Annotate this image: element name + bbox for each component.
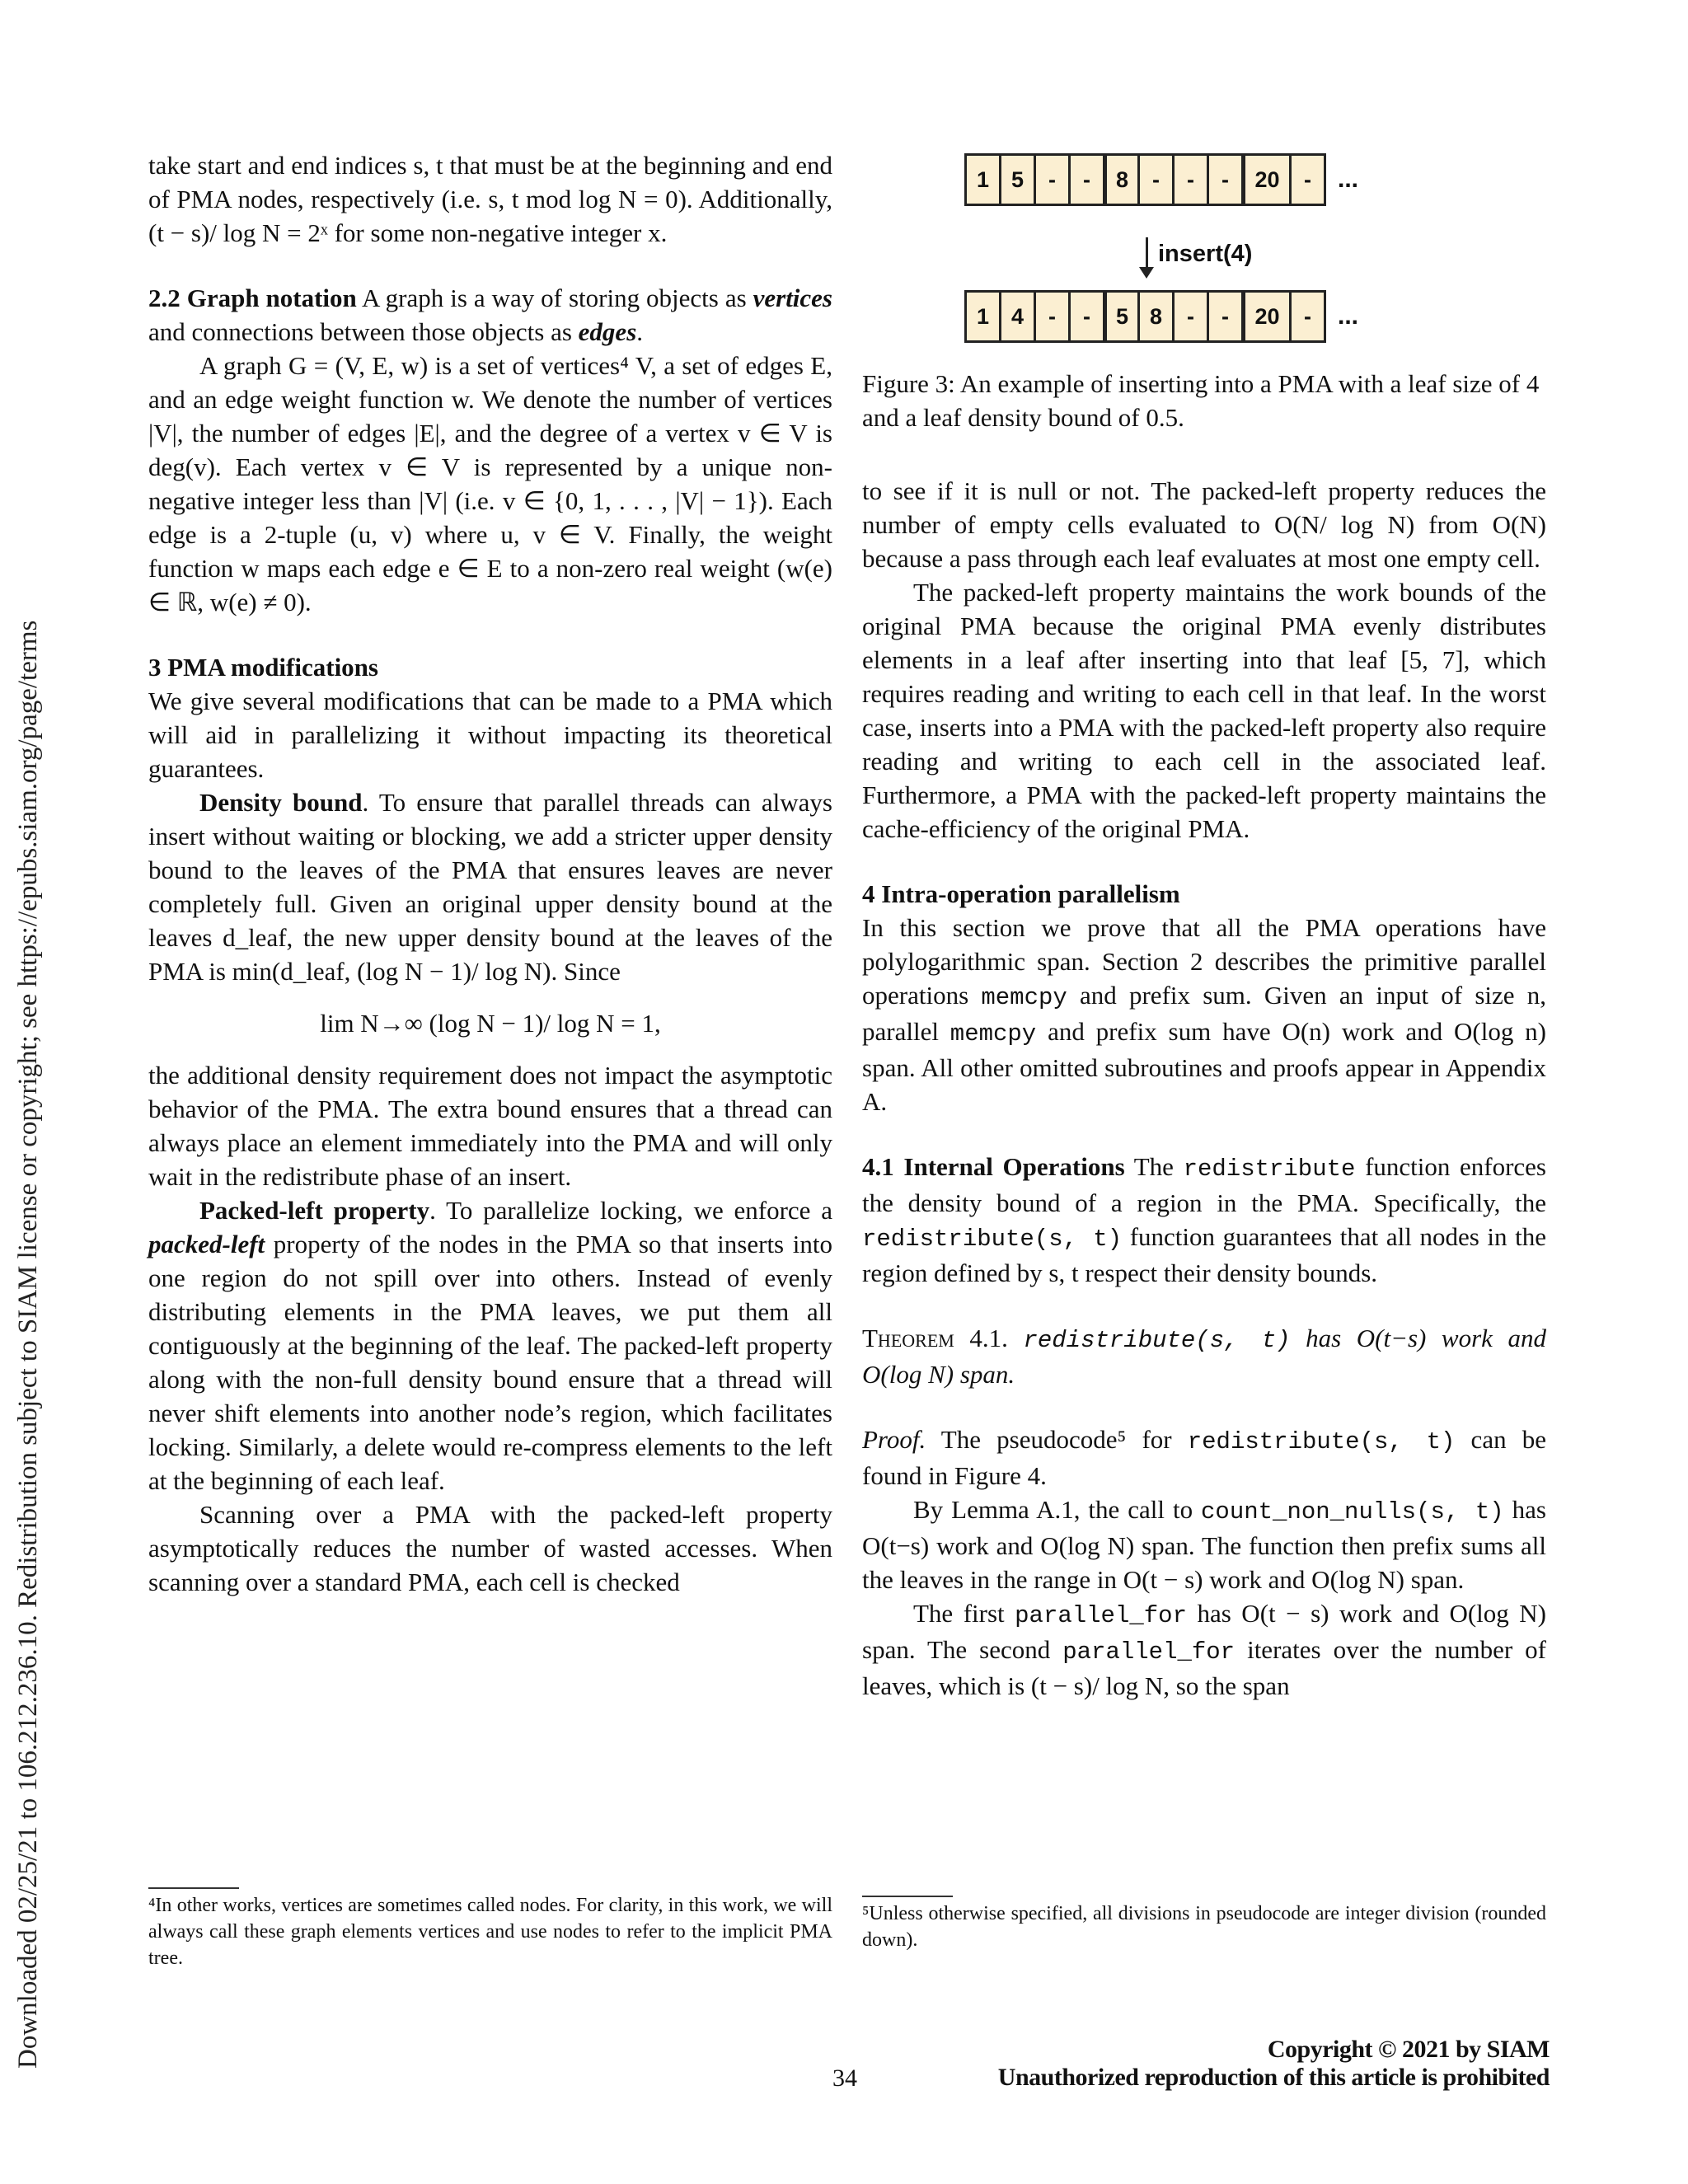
pma-cell: 4 — [999, 290, 1034, 343]
text: has O(t − s) work and O(log N) span. The second — [862, 1599, 1546, 1664]
section-3-title: 3 PMA modifications — [148, 653, 378, 682]
footnote-5 — [862, 1896, 1546, 1953]
footnote-text: ⁵Unless otherwise specified, all divisions in pseudocode are integer division (rounded down). — [862, 1903, 1546, 1951]
pma-cell: - — [1034, 153, 1068, 206]
insert-arrow — [1146, 237, 1252, 270]
text: can be found in Figure 4. — [862, 1425, 1546, 1490]
pma-cell: - — [1137, 153, 1172, 206]
section-4-1 — [862, 1150, 1546, 1290]
text: and prefix sum have O(n) work and O(log n) span. All other omitted subroutines and proofs appear in Appendix A. — [862, 1017, 1546, 1116]
pma-cell: - — [1068, 290, 1103, 343]
pma-cell: - — [1289, 153, 1324, 206]
pma-cell: 8 — [1103, 153, 1137, 206]
paragraph: The packed-left property maintains the work bounds of the original PMA because the original PMA evenly distributes elements in a leaf after inserting into that leaf [5, 7], which requires reading and writing to each cell in that leaf. In the worst case, inserts into a PMA with the packed-left property also require reading and writing to each cell in the associated leaf. Furthermore, a PMA with the packed-left property maintains the cache-efficiency of the original PMA. — [862, 578, 1546, 843]
arrow-label: insert(4) — [1158, 240, 1253, 267]
code: memcpy — [981, 984, 1067, 1011]
paragraph-section-4 — [862, 911, 1546, 1118]
footnote-text: ⁴In other works, vertices are sometimes called nodes. For clarity, in this work, we will always call these graph elements vertices and use nodes to refer to the implicit PMA tree. — [148, 1895, 832, 1969]
copyright-line: Unauthorized reproduction of this article is prohibited — [997, 2064, 1550, 2091]
pma-cell: - — [1172, 153, 1207, 206]
text: has O(t−s) work and O(log N) span. The function then prefix sums all the leaves in the range in O(t − s) work and O(log N) span. — [862, 1495, 1546, 1594]
pma-row-after — [964, 290, 1358, 343]
emph-vertices: vertices — [753, 284, 832, 312]
text: . — [636, 317, 644, 346]
emph-packed-left: packed-left — [148, 1230, 265, 1258]
pma-cell: - — [1207, 290, 1241, 343]
footnote-rule — [148, 1887, 239, 1889]
pma-cell: - — [1068, 153, 1103, 206]
paragraph: We give several modifications that can be made to a PMA which will aid in parallelizing it without impacting its theoretical guarantees. — [148, 687, 832, 783]
code: redistribute(s, t) — [1187, 1428, 1456, 1455]
text: has O(t−s) work and O(log N) span. — [862, 1324, 1546, 1389]
paragraph-packed-left — [148, 1193, 832, 1497]
code: redistribute(s, t) — [862, 1226, 1123, 1253]
section-2-2 — [148, 281, 832, 349]
pma-cell: 20 — [1241, 153, 1289, 206]
paragraph-parallel-for — [862, 1596, 1546, 1703]
pma-cell: 8 — [1137, 290, 1172, 343]
pma-cell: - — [1172, 290, 1207, 343]
pma-cell: - — [1034, 290, 1068, 343]
footnote-rule — [862, 1896, 953, 1897]
section-4-title: 4 Intra-operation parallelism — [862, 879, 1180, 908]
text: function enforces the density bound of a region in the PMA. Specifically, the — [862, 1152, 1546, 1217]
paragraph: to see if it is null or not. The packed-left property reduces the number of empty cells evaluated to O(N/ log N) from O(N) because a pass through each leaf evaluates at most one empty cell. — [862, 476, 1546, 573]
pma-cell: 1 — [964, 153, 999, 206]
pma-cell: 5 — [999, 153, 1034, 206]
code: redistribute(s, t) — [1023, 1327, 1291, 1354]
section-title: 4.1 Internal Operations — [862, 1152, 1125, 1181]
pma-cell: 20 — [1241, 290, 1289, 343]
text: In this section we prove that all the PMA operations have polylogarithmic span. Section 2 describes the primitive parallel operations — [862, 913, 1546, 1010]
paragraph-scanning: Scanning over a PMA with the packed-left property asymptotically reduces the number of wasted accesses. When scanning over a standard PMA, each cell is checked — [148, 1500, 832, 1596]
pma-cell: 5 — [1103, 290, 1137, 343]
text: The first — [913, 1599, 1015, 1628]
pma-cell: - — [1207, 153, 1241, 206]
text: and connections between those objects as — [148, 317, 579, 346]
ellipsis: ... — [1338, 302, 1359, 330]
copyright-notice — [998, 2036, 1550, 2092]
run-in-title: Density bound — [199, 788, 363, 817]
row-end — [1324, 153, 1326, 206]
figure-3-diagram — [956, 150, 1451, 356]
paragraph: take start and end indices s, t that must be at the beginning and end of PMA nodes, respectively (i.e. s, t mod log N = 0). Additionally, (t − s)/ log N = 2ˣ for some non-negative integer x. — [148, 151, 832, 247]
right-column — [862, 474, 1546, 1703]
pma-cell: - — [1289, 290, 1324, 343]
paragraph: the additional density requirement does not impact the asymptotic behavior of the PMA. The extra bound ensures that a thread can always place an element immediately into the PMA and will only wait in the redistribute phase of an insert. — [148, 1061, 832, 1191]
code: memcpy — [950, 1020, 1037, 1047]
download-notice: Downloaded 02/25/21 to 106.212.236.10. Redistribution subject to SIAM license or copyright; see https://epubs.siam.org/page/terms — [13, 620, 43, 2069]
run-in-title: Packed-left property — [199, 1196, 430, 1225]
left-column — [148, 148, 832, 1599]
row-end — [1324, 290, 1326, 343]
text: . To parallelize locking, we enforce a — [429, 1196, 832, 1225]
section-title: 2.2 Graph notation — [148, 284, 357, 312]
figure-3-caption: Figure 3: An example of inserting into a PMA with a leaf size of 4 and a leaf density bound of 0.5. — [862, 369, 1540, 432]
pma-cell: 1 — [964, 290, 999, 343]
text: property of the nodes in the PMA so that inserts into one region do not spill over into others. Instead of evenly distributing elements in the PMA leaves, we put them all contiguously at the beginning of the leaf. The packed-left property along with the non-full density bound ensure that a thread will never shift elements into another node’s region, which facilitates locking. Similarly, a delete would re-compress elements to the left at the beginning of each leaf. — [148, 1230, 832, 1495]
theorem-4-1 — [862, 1321, 1546, 1391]
ellipsis: ... — [1338, 166, 1359, 193]
proof-label: Proof. — [862, 1425, 926, 1454]
text: The pseudocode⁵ for — [926, 1425, 1188, 1454]
text: function guarantees that all nodes in the region defined by s, t respect their density bounds. — [862, 1222, 1546, 1287]
equation-limit: lim N→∞ (log N − 1)/ log N = 1, — [320, 1009, 661, 1038]
text: and prefix sum. Given an input of size n, parallel — [862, 981, 1546, 1046]
paragraph-lemma — [862, 1493, 1546, 1596]
paragraph-graph: A graph G = (V, E, w) is a set of vertices⁴ V, a set of edges E, and an edge weight function w. We denote the number of vertices |V|, the number of edges |E|, and the degree of a vertex v ∈ V is deg(v). Each vertex v ∈ V is represented by a unique non-negative integer less than |V| (i.e. v ∈ {0, 1, . . . , |V| − 1}). Each edge is a 2-tuple (u, v) where u, v ∈ V. Finally, the weight function w maps each edge e ∈ E to a non-zero real weight (w(e) ∈ ℝ, w(e) ≠ 0). — [148, 351, 832, 616]
text: By Lemma A.1, the call to — [913, 1495, 1202, 1524]
code: parallel_for — [1015, 1602, 1187, 1629]
footnote-4 — [148, 1887, 832, 1971]
emph-edges: edges — [578, 317, 637, 346]
code: count_non_nulls(s, t) — [1201, 1498, 1504, 1526]
proof — [862, 1422, 1546, 1493]
page-number: 34 — [832, 2064, 857, 2092]
paragraph-density — [148, 785, 832, 988]
text: iterates over the number of leaves, which is (t − s)/ log N, so the span — [862, 1635, 1546, 1700]
pma-row-before — [964, 153, 1358, 206]
text: The — [1124, 1152, 1184, 1181]
arrow-down-icon — [1146, 237, 1148, 270]
text: A graph is a way of storing objects as — [356, 284, 753, 312]
text: . To ensure that parallel threads can always insert without waiting or blocking, we add a stricter upper density bound to the leaves of the PMA that ensures leaves are never completely full. Given an original upper density bound at the leaves d_leaf, the new upper density bound at the leaves of the PMA is min(d_leaf, (log N − 1)/ log N). Since — [148, 788, 832, 986]
code: parallel_for — [1062, 1638, 1236, 1666]
copyright-line: Copyright © 2021 by SIAM — [1267, 2036, 1550, 2063]
theorem-label: Theorem 4.1. — [862, 1324, 1008, 1352]
code: redistribute — [1183, 1155, 1356, 1183]
